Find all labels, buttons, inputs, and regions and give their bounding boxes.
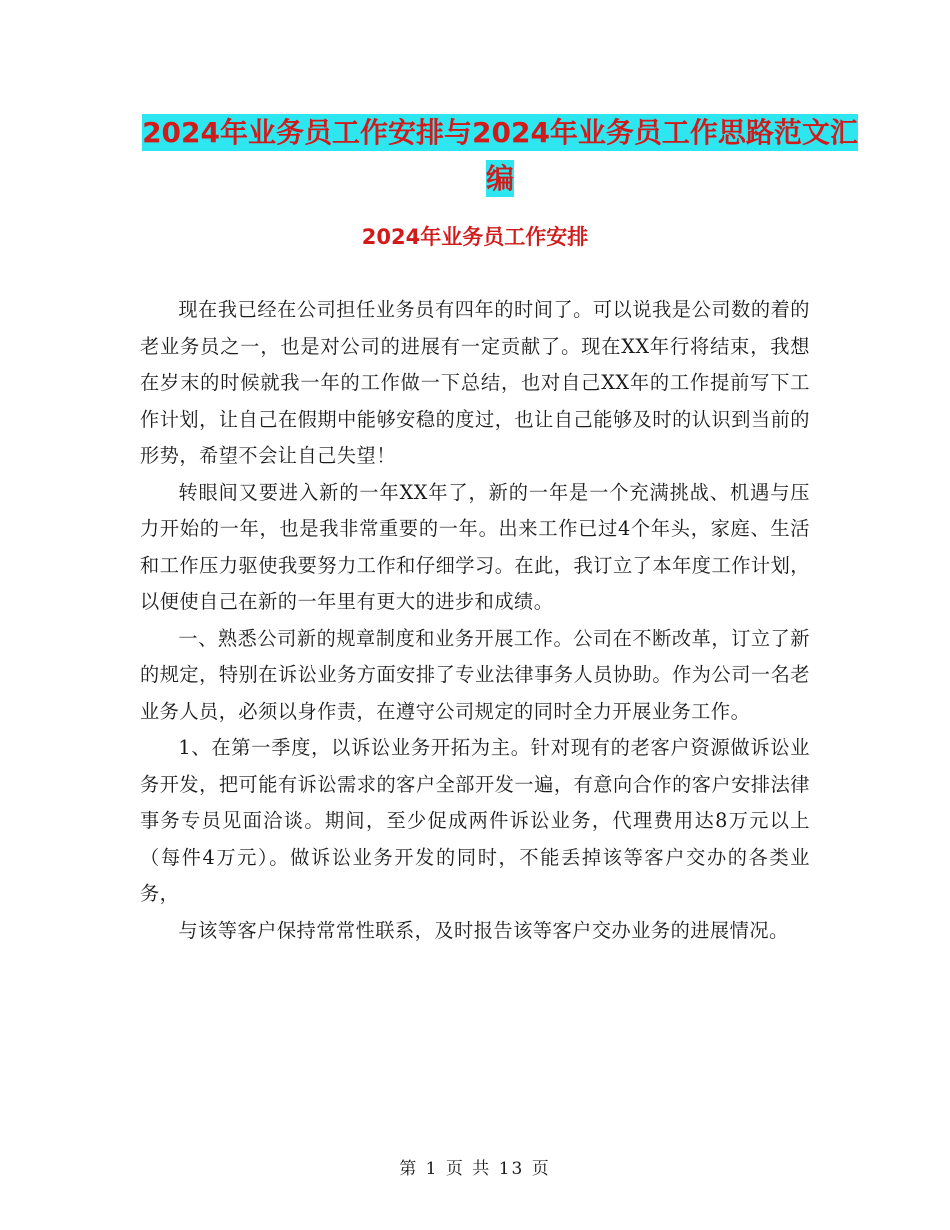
paragraph: 与该等客户保持常常性联系，及时报告该等客户交办业务的进展情况。	[178, 918, 789, 942]
document-body	[140, 292, 810, 949]
document-title-highlight: 2024年业务员工作安排与2024年业务员工作思路范文汇编	[142, 116, 858, 195]
document-title	[140, 110, 860, 202]
section-title: 2024年业务员工作安排	[361, 225, 589, 249]
paragraph: 1、在第一季度，以诉讼业务开拓为主。针对现有的老客户资源做诉讼业务开发，把可能有诉讼需求的客户全部开发一遍，有意向合作的客户安排法律事务专员见面洽谈。期间，至少促成两件诉讼业务，代理费用达8万元以上（每件4万元）。做诉讼业务开发的同时，不能丢掉该等客户交办的各类业务，	[140, 736, 810, 905]
paragraph: 转眼间又要进入新的一年XX年了，新的一年是一个充满挑战、机遇与压力开始的一年，也是我非常重要的一年。出来工作已过4个年头，家庭、生活和工作压力驱使我要努力工作和仔细学习。在此，我订立了本年度工作计划，以便使自己在新的一年里有更大的进步和成绩。	[140, 480, 810, 613]
page-footer: 第 1 页 共 13 页	[399, 1159, 551, 1179]
paragraph: 现在我已经在公司担任业务员有四年的时间了。可以说我是公司数的着的老业务员之一，也是对公司的进展有一定贡献了。现在XX年行将结束，我想在岁末的时候就我一年的工作做一下总结，也对自己XX年的工作提前写下工作计划，让自己在假期中能够安稳的度过，也让自己能够及时的认识到当前的形势，希望不会让自己失望！	[140, 298, 810, 467]
paragraph: 一、熟悉公司新的规章制度和业务开展工作。公司在不断改革，订立了新的规定，特别在诉讼业务方面安排了专业法律事务人员协助。作为公司一名老业务人员，必须以身作责，在遵守公司规定的同时全力开展业务工作。	[140, 626, 810, 723]
